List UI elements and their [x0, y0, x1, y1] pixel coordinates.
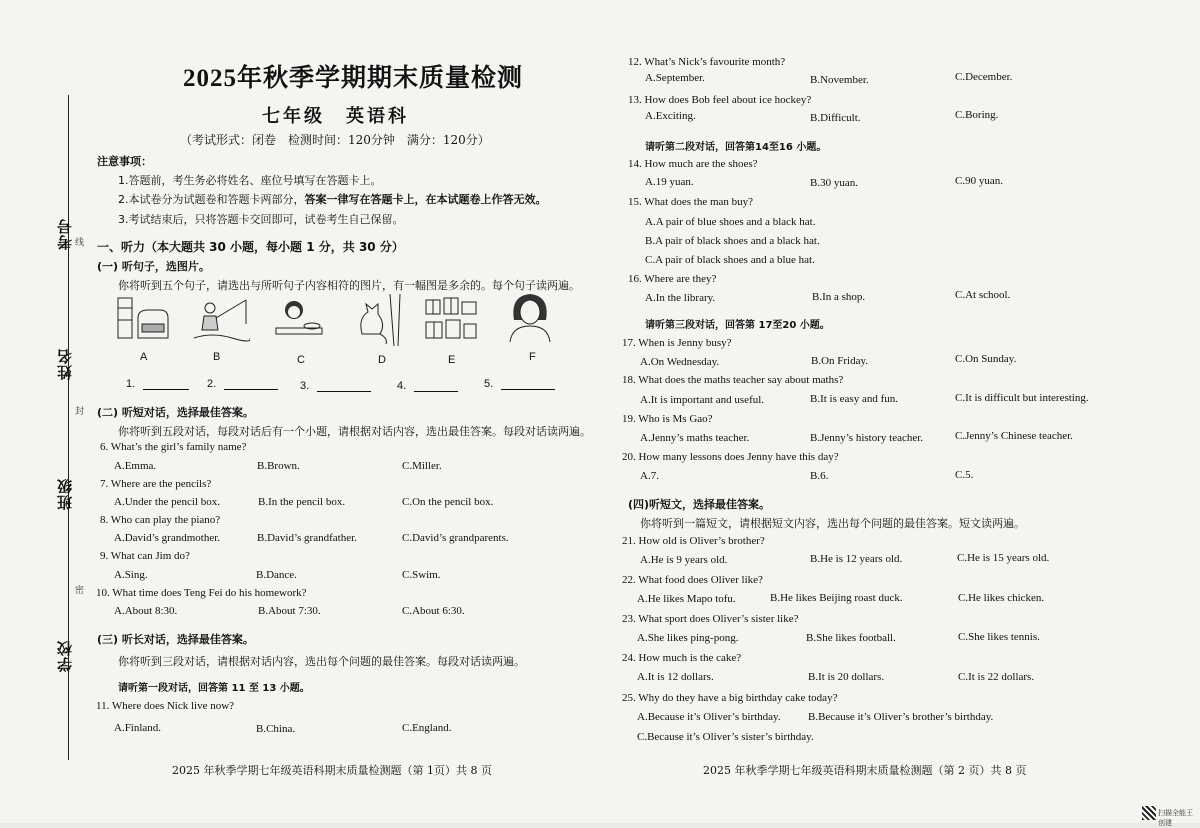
option-c: C.About 6:30. [402, 605, 465, 617]
option-c: C.5. [955, 469, 974, 481]
picture-label: E [448, 354, 456, 366]
note-item: 1.答题前，考生务必将姓名、座位号填写在答题卡上。 [118, 174, 382, 187]
dialog-instruction: 请听第一段对话，回答第 11 至 13 小题。 [118, 683, 310, 694]
part-heading: (一) 听句子，选图片。 [97, 260, 210, 273]
option-a: A.19 yuan. [645, 176, 694, 188]
question: 20. How many lessons does Jenny have this day? [622, 451, 839, 463]
option-a: A.She likes ping-pong. [637, 632, 739, 644]
question: 10. What time does Teng Fei do his homework? [96, 587, 307, 599]
option-b: B.In the pencil box. [258, 496, 346, 508]
answer-blank[interactable]: 3. [300, 380, 371, 392]
option-a: A.It is important and useful. [640, 394, 765, 406]
option-c: C.England. [402, 722, 452, 734]
option-a: A.He is 9 years old. [640, 554, 728, 566]
part-heading: (三) 听长对话，选择最佳答案。 [97, 633, 254, 646]
option-a: A.September. [645, 72, 705, 84]
question: 19. Who is Ms Gao? [622, 413, 713, 425]
page-footer: 2025 年秋季学期七年级英语科期末质量检测题（第 2 页）共 8 页 [703, 764, 1027, 777]
question: 25. Why do they have a big birthday cake today? [622, 692, 838, 704]
option-a: A.It is 12 dollars. [637, 671, 714, 683]
question: 14. How much are the shoes? [628, 158, 758, 170]
option-b: B.6. [810, 470, 829, 482]
option-c: C.David’s grandparents. [402, 532, 509, 544]
picture-c-girl-eating [270, 294, 328, 346]
part-instruction: 你将听到三段对话，请根据对话内容，选出每个问题的最佳答案。每段对话读两遍。 [118, 655, 525, 668]
option-b: B.On Friday. [811, 355, 869, 367]
picture-f-woman [500, 290, 558, 342]
note-item: 3.考试结束后，只将答题卡交回即可，试卷考生自己保留。 [118, 213, 404, 226]
question: 17. When is Jenny busy? [622, 337, 732, 349]
option-c: C.90 yuan. [955, 175, 1003, 187]
option-b: B.Dance. [256, 569, 297, 581]
option-c: C.Boring. [955, 109, 999, 121]
answer-blank[interactable]: 4. [397, 380, 458, 392]
option-c: C.It is difficult but interesting. [955, 392, 1089, 404]
option-b: B.In a shop. [812, 291, 866, 303]
option-c: C.December. [955, 71, 1013, 83]
question: 12. What’s Nick’s favourite month? [628, 56, 786, 68]
question: 7. Where are the pencils? [100, 478, 212, 490]
note-item-text: 2.本试卷分为试题卷和答题卡两部分， [118, 193, 305, 206]
scanner-logo-icon [1142, 806, 1156, 820]
option-c: C.Miller. [402, 460, 442, 472]
dialog-instruction: 请听第二段对话，回答第14至16 小题。 [645, 142, 827, 153]
part-instruction: 你将听到五段对话，每段对话后有一个小题，请根据对话内容，选出最佳答案。每段对话读两遍。 [118, 425, 591, 438]
name-label: 姓名 [56, 348, 74, 380]
page-footer: 2025 年秋季学期七年级英语科期末质量检测题（第 1页）共 8 页 [172, 764, 492, 777]
option-b: B.It is easy and fun. [810, 393, 898, 405]
exam-info: （考试形式：闭卷 检测时间：120分钟 满分：120分） [180, 133, 490, 147]
option-b: B.He likes Beijing roast duck. [770, 592, 903, 604]
option-b: B.November. [810, 74, 869, 86]
picture-b-fishing [192, 294, 250, 346]
option-b: B.It is 20 dollars. [808, 671, 885, 683]
question: 11. Where does Nick live now? [96, 700, 235, 712]
option-c: C.He is 15 years old. [957, 552, 1050, 564]
exam-title: 2025年秋季学期期末质量检测 [183, 65, 524, 92]
option-c: C.At school. [955, 289, 1011, 301]
option-c: C.Because it’s Oliver’s sister’s birthday. [637, 731, 814, 743]
option-a: A.Exciting. [645, 110, 696, 122]
option-a: A.7. [640, 470, 659, 482]
option-b: B.Difficult. [810, 112, 861, 124]
option-a: A.David’s grandmother. [114, 532, 221, 544]
answer-blank[interactable]: 2. [207, 378, 278, 390]
part-instruction: 你将听到五个句子，请选出与所听句子内容相符的图片，有一幅图是多余的。每个句子读两遍。 [118, 279, 580, 292]
option-b: B.30 yuan. [810, 177, 858, 189]
option-c: C.She likes tennis. [958, 631, 1040, 643]
picture-label: D [378, 354, 386, 366]
dialog-instruction: 请听第三段对话，回答第 17至20 小题。 [645, 320, 830, 331]
option-a: A.Emma. [114, 460, 157, 472]
note-item [118, 191, 547, 207]
option-b: B.About 7:30. [258, 605, 321, 617]
part-instruction: 你将听到一篇短文，请根据短文内容，选出每个问题的最佳答案。短文读两遍。 [640, 517, 1025, 530]
question: 13. How does Bob feel about ice hockey? [628, 94, 812, 106]
close-mark: 密 [75, 586, 85, 596]
picture-a-armchair [116, 294, 174, 346]
section-heading: 一、听力（本大题共 30 小题，每小题 1 分，共 30 分） [97, 240, 404, 254]
option-a: A.Because it’s Oliver’s birthday. [637, 711, 781, 723]
part-heading: (四)听短文，选择最佳答案。 [628, 498, 771, 511]
option-a: A.Jenny’s maths teacher. [640, 432, 750, 444]
picture-label: A [140, 351, 148, 363]
picture-e-gift-boxes [422, 294, 480, 346]
option-c: C.It is 22 dollars. [958, 671, 1035, 683]
option-a: A.Finland. [114, 722, 162, 734]
part-heading: (二) 听短对话，选择最佳答案。 [97, 406, 254, 419]
class-label: 班级 [56, 478, 74, 510]
picture-label: B [213, 351, 221, 363]
question: 24. How much is the cake? [622, 652, 742, 664]
school-label: 学校 [56, 640, 74, 672]
option-b: B.Because it’s Oliver’s brother’s birthday. [808, 711, 994, 723]
question: 22. What food does Oliver like? [622, 574, 763, 586]
answer-blank[interactable]: 1. [126, 378, 189, 390]
question: 18. What does the maths teacher say about maths? [622, 374, 844, 386]
option-b: B.Brown. [257, 460, 300, 472]
option-b: B.He is 12 years old. [810, 553, 903, 565]
option-a: A.He likes Mapo tofu. [637, 593, 736, 605]
scanner-watermark: 扫描全能王 创建 [1158, 809, 1193, 827]
question: 6. What’s the girl’s family name? [100, 441, 247, 453]
option-a: A.Under the pencil box. [114, 496, 220, 508]
question: 16. Where are they? [628, 273, 717, 285]
question: 9. What can Jim do? [100, 550, 190, 562]
question: 15. What does the man buy? [628, 196, 754, 208]
exam-number-label: 考号 [56, 218, 74, 250]
option-a: A.About 8:30. [114, 605, 178, 617]
option-b: B.A pair of black shoes and a black hat. [645, 235, 820, 247]
question: 8. Who can play the piano? [100, 514, 221, 526]
option-c: C.Swim. [402, 569, 441, 581]
picture-label: F [529, 351, 536, 363]
option-c: C.Jenny’s Chinese teacher. [955, 430, 1073, 442]
option-c: C.On the pencil box. [402, 496, 494, 508]
option-a: A.In the library. [645, 292, 716, 304]
exam-subtitle: 七年级 英语科 [262, 106, 409, 127]
line-mark: 线 [75, 238, 85, 248]
question: 23. What sport does Oliver’s sister like? [622, 613, 799, 625]
option-b: B.China. [256, 723, 296, 735]
option-b: B.Jenny’s history teacher. [810, 432, 924, 444]
picture-label: C [297, 354, 305, 366]
option-c: C.On Sunday. [955, 353, 1017, 365]
option-c: C.He likes chicken. [958, 592, 1045, 604]
option-c: C.A pair of black shoes and a blue hat. [645, 254, 815, 266]
question: 21. How old is Oliver’s brother? [622, 535, 765, 547]
option-b: B.She likes football. [806, 632, 896, 644]
notes-heading: 注意事项： [97, 155, 152, 168]
answer-blank[interactable]: 5. [484, 378, 555, 390]
note-item-bold: 答案一律写在答题卡上，在本试题卷上作答无效。 [304, 193, 547, 206]
seal-mark: 封 [75, 407, 85, 417]
picture-d-cat-tree [350, 294, 408, 346]
option-a: A.A pair of blue shoes and a black hat. [645, 216, 816, 228]
option-a: A.Sing. [114, 569, 148, 581]
option-b: B.David’s grandfather. [257, 532, 357, 544]
option-a: A.On Wednesday. [640, 356, 720, 368]
